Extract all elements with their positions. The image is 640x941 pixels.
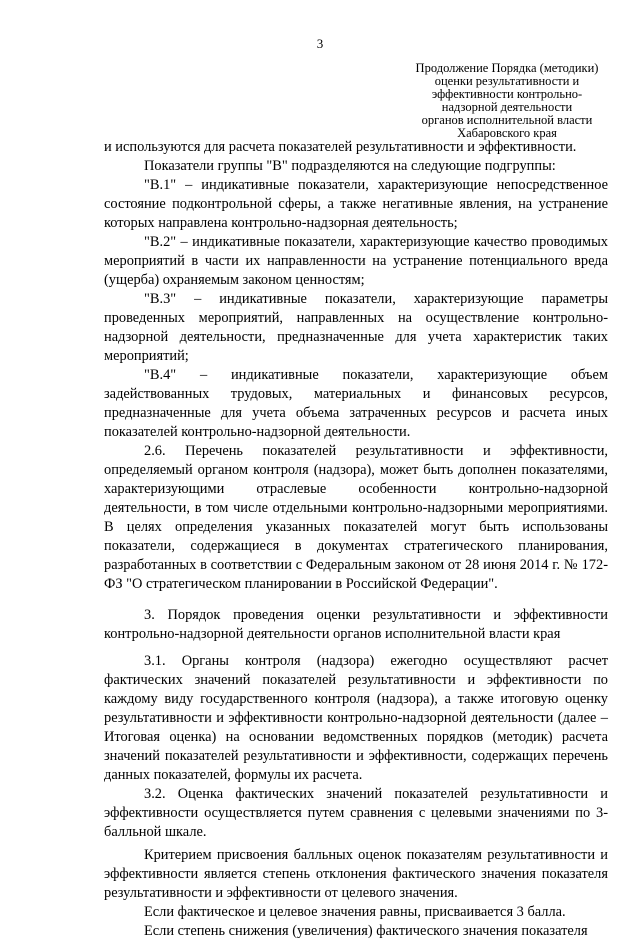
section-heading: 3. Порядок проведения оценки результативности и эффективности контрольно-надзорной деятельности органов исполнительной власти края	[104, 607, 608, 642]
continuation-header	[398, 62, 616, 140]
paragraph: "В.4" – индикативные показатели, характеризующие объем задействованных трудовых, материальных и финансовых ресурсов, предназначенные для учета объема затраченных ресурсов и расчета иных показателей контрольно-надзорной деятельности.	[104, 367, 608, 440]
header-line: надзорной деятельности	[441, 100, 573, 114]
header-line: оценки результативности и	[434, 74, 580, 88]
paragraph: 3.1. Органы контроля (надзора) ежегодно осуществляют расчет фактических значений показателей результативности и эффективности по каждому виду государственного контроля (надзора), а также итоговую оценку результативности и эффективности контрольно-надзорной деятельности (далее – Итоговая оценка) на основании ведомственных порядков (методик) расчета значений показателей результативности и эффективности, содержащих перечень данных показателей, формулы их расчета.	[104, 653, 608, 783]
header-line: Хабаровского края	[457, 126, 557, 140]
paragraph: Если фактическое и целевое значения равны, присваивается 3 балла.	[144, 904, 566, 920]
paragraph: Критерием присвоения балльных оценок показателям результативности и эффективности является степень отклонения фактического значения показателя результативности и эффективности от целевого значения.	[104, 847, 608, 901]
document-body	[104, 138, 608, 941]
paragraph: "В.1" – индикативные показатели, характеризующие непосредственное состояние подконтрольной сферы, а также негативные явления, на устранение которых направлена контрольно-надзорная деятельность;	[104, 177, 608, 231]
header-line: эффективности контрольно-	[431, 87, 583, 101]
paragraph: "В.3" – индикативные показатели, характеризующие параметры проведенных мероприятий, направленных на осуществление контрольно-надзорной деятельности, предназначенные для учета характеристик таких мероприятий;	[104, 291, 608, 364]
paragraph: "В.2" – индикативные показатели, характеризующие качество проводимых мероприятий в части их направленности на устранение потенциального вреда (ущерба) охраняемым законом ценностям;	[104, 234, 608, 288]
paragraph: Показатели группы "В" подразделяются на следующие подгруппы:	[144, 158, 556, 174]
header-line: Продолжение Порядка (методики)	[415, 61, 599, 75]
paragraph: 3.2. Оценка фактических значений показателей результативности и эффективности осуществляется путем сравнения с целевыми значениями по 3-балльной шкале.	[104, 786, 608, 840]
header-line: органов исполнительной власти	[421, 113, 593, 127]
paragraph: 2.6. Перечень показателей результативности и эффективности, определяемый органом контроля (надзора), может быть дополнен показателями, характеризующими отраслевые особенности контрольно-надзорной деятельности, в том числе отдельными контрольно-надзорными мероприятиями. В целях определения указанных показателей могут быть использованы показатели, содержащиеся в документах стратегического планирования, разработанных в соответствии с Федеральным законом от 28 июня 2014 г. № 172-ФЗ "О стратегическом планировании в Российской Федерации".	[104, 443, 608, 592]
paragraph: Если степень снижения (увеличения) фактического значения показателя	[144, 923, 588, 939]
page-number: 3	[316, 36, 324, 51]
paragraph: и используются для расчета показателей результативности и эффективности.	[104, 139, 577, 155]
